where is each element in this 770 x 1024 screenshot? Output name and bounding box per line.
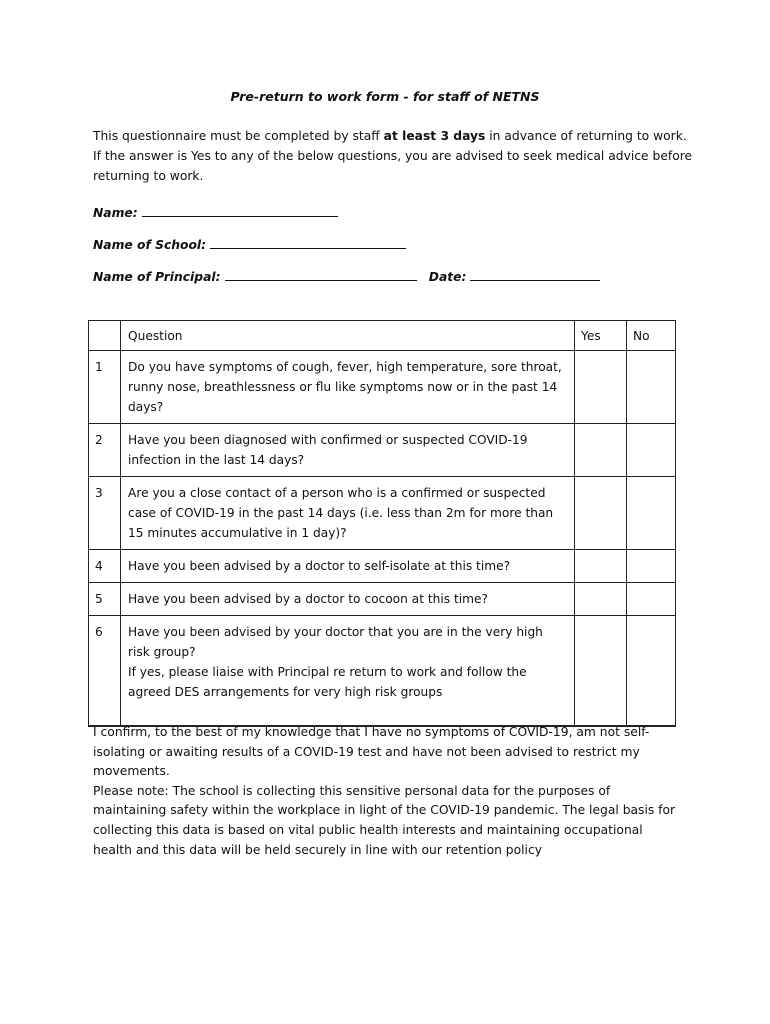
row-number: 6 — [89, 616, 121, 726]
row-question-main: Have you been advised by your doctor that you are in the very high risk group? — [128, 625, 543, 659]
intro-emphasis: at least 3 days — [383, 129, 486, 143]
row-question: Do you have symptoms of cough, fever, high temperature, sore throat, runny nose, breathlessness or flu like symptoms now or in the past 14 days? — [121, 351, 575, 424]
header-question: Question — [121, 321, 575, 351]
no-answer-cell[interactable] — [627, 550, 676, 583]
name-label: Name: — [93, 206, 138, 220]
principal-label: Name of Principal: — [93, 270, 221, 284]
school-label: Name of School: — [93, 238, 207, 252]
table-row — [89, 424, 676, 477]
confirmation-section — [93, 723, 678, 860]
yes-answer-cell[interactable] — [575, 583, 627, 616]
date-label: Date: — [428, 270, 467, 284]
row-number: 4 — [89, 550, 121, 583]
intro-paragraph — [93, 126, 693, 186]
school-field — [93, 238, 406, 252]
row-question: Have you been advised by a doctor to self-isolate at this time? — [121, 550, 575, 583]
table-header-row — [89, 321, 676, 351]
table-row — [89, 616, 676, 726]
no-answer-cell[interactable] — [627, 616, 676, 726]
table-row — [89, 583, 676, 616]
yes-answer-cell[interactable] — [575, 550, 627, 583]
header-no: No — [627, 321, 676, 351]
school-blank-line[interactable] — [210, 247, 406, 249]
intro-text: This questionnaire must be completed by staff — [93, 129, 384, 143]
privacy-note: Please note: The school is collecting this sensitive personal data for the purposes of maintaining safety within the workplace in light of the COVID-19 pandemic. The legal basis for collecting this data is based on vital public health interests and maintaining occupational health and this data will be held securely in line with our retention policy — [93, 783, 676, 857]
row-question: Have you been advised by a doctor to cocoon at this time? — [121, 583, 575, 616]
intro-text-cont: in advance of returning to work. If the answer is Yes to any of the below questions, you are advised to seek medical advice before returning to work. — [93, 129, 693, 183]
row-question-note: If yes, please liaise with Principal re return to work and follow the agreed DES arrangements for very high risk groups — [128, 665, 527, 699]
questions-table — [88, 320, 676, 727]
name-blank-line[interactable] — [142, 215, 338, 217]
no-answer-cell[interactable] — [627, 424, 676, 477]
row-question: Have you been diagnosed with confirmed or suspected COVID-19 infection in the last 14 days? — [121, 424, 575, 477]
yes-answer-cell[interactable] — [575, 351, 627, 424]
principal-field — [93, 270, 600, 284]
yes-answer-cell[interactable] — [575, 477, 627, 550]
principal-blank-line[interactable] — [225, 279, 417, 281]
table-row — [89, 550, 676, 583]
no-answer-cell[interactable] — [627, 351, 676, 424]
row-number: 3 — [89, 477, 121, 550]
row-question: Are you a close contact of a person who is a confirmed or suspected case of COVID-19 in the past 14 days (i.e. less than 2m for more than 15 minutes accumulative in 1 day)? — [121, 477, 575, 550]
confirmation-statement: I confirm, to the best of my knowledge that I have no symptoms of COVID-19, am not self-isolating or awaiting results of a COVID-19 test and have not been advised to restrict my movements. — [93, 725, 650, 779]
yes-answer-cell[interactable] — [575, 424, 627, 477]
yes-answer-cell[interactable] — [575, 616, 627, 726]
date-blank-line[interactable] — [470, 279, 600, 281]
name-field — [93, 206, 338, 220]
no-answer-cell[interactable] — [627, 477, 676, 550]
form-title: Pre-return to work form - for staff of NETNS — [230, 89, 540, 104]
table-row — [89, 477, 676, 550]
row-number: 2 — [89, 424, 121, 477]
row-question — [121, 616, 575, 726]
no-answer-cell[interactable] — [627, 583, 676, 616]
header-yes: Yes — [575, 321, 627, 351]
table-row — [89, 351, 676, 424]
header-num-cell — [89, 321, 121, 351]
row-number: 1 — [89, 351, 121, 424]
row-number: 5 — [89, 583, 121, 616]
